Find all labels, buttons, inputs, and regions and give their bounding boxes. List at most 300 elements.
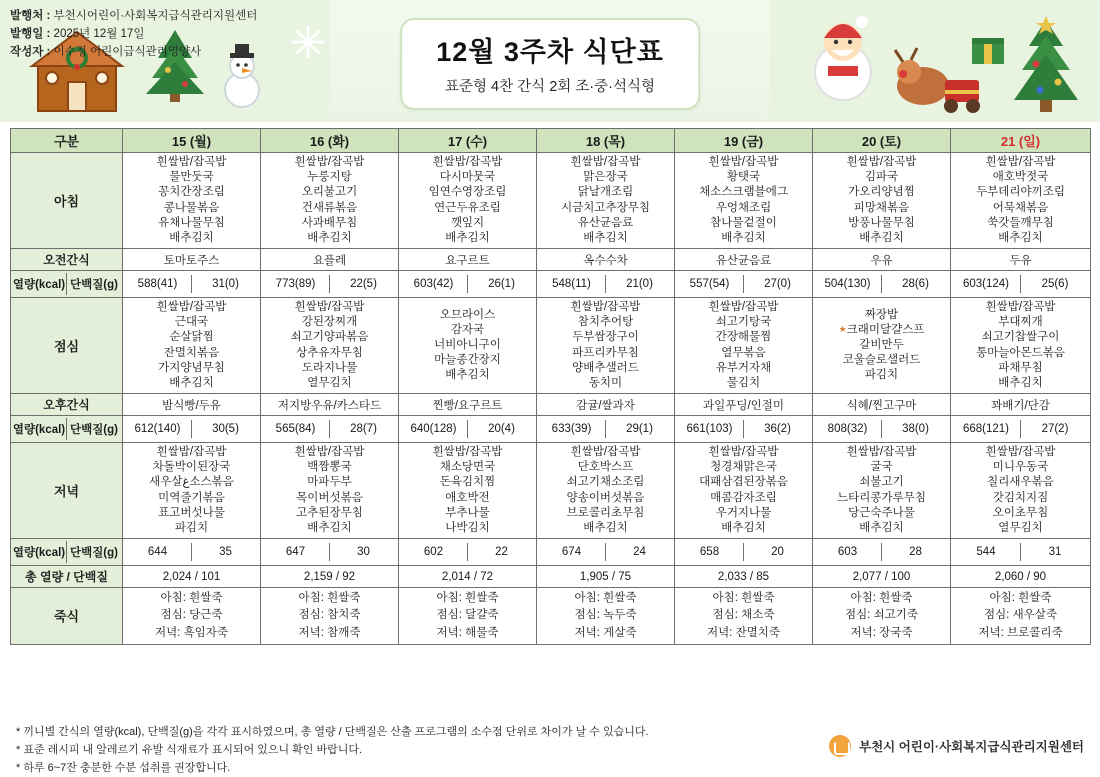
protein-value: 31 (1048, 546, 1062, 559)
am-kcal-day-4 (537, 271, 675, 298)
menu-item: 가오리양념찜 (848, 186, 915, 199)
dinner-kcal-day-1 (123, 539, 261, 566)
am-snack-day-6: 우유 (813, 249, 951, 271)
dinner-kcal-day-5 (675, 539, 813, 566)
porridge-item: 아침: 흰쌀죽 (989, 592, 1052, 605)
menu-item: 잔멸치볶음 (163, 346, 220, 359)
menu-item: 어묵채볶음 (992, 201, 1049, 214)
menu-table (10, 128, 1091, 645)
menu-item: 흰쌀밥/잡곡밥 (570, 446, 641, 459)
menu-item: 흰쌀밥/잡곡밥 (985, 156, 1056, 168)
porridge-item: 점심: 당근죽 (160, 609, 223, 622)
footnote-3: * 하루 6~7잔 충분한 수분 섭취를 권장합니다. (16, 762, 231, 775)
porridge-day-3 (399, 588, 537, 645)
am-kcal-day-3 (399, 271, 537, 298)
menu-item: 흰쌀밥/잡곡밥 (570, 156, 641, 168)
protein-value: 28(7) (350, 423, 377, 436)
menu-item: 콩나물볶음 (163, 201, 220, 214)
menu-item: 배추김치 (445, 369, 490, 382)
porridge-item: 점심: 참치죽 (298, 609, 361, 622)
menu-item: 애호박전 (445, 491, 490, 504)
kcal-label: 열량(kcal) (12, 418, 67, 440)
menu-item: 누룽지탕 (307, 171, 352, 184)
footnote-1: * 끼니별 간식의 열량(kcal), 단백질(g)을 각각 표시하였으며, 총 열량 / 단백질은 산출 프로그램의 소수점 단위로 차이가 날 수 있습니다. (16, 726, 649, 738)
protein-value: 26(1) (488, 278, 515, 291)
menu-item: 흰쌀밥/잡곡밥 (156, 446, 227, 459)
menu-item: 표고버섯나물 (158, 506, 225, 519)
kcal-value: 647 (262, 543, 330, 561)
kcal-value: 602 (400, 543, 468, 561)
protein-label: 단백질(g) (69, 424, 118, 437)
kcal-label: 열량(kcal) (12, 541, 67, 563)
table-row-total (11, 566, 1091, 588)
menu-item: 동치미 (588, 376, 623, 389)
menu-item: 흰쌀밥/잡곡밥 (432, 446, 503, 459)
dinner-day-3 (399, 443, 537, 539)
porridge-item: 아침: 흰쌀죽 (712, 592, 775, 605)
kcal-value: 548(11) (538, 275, 606, 293)
title-box (400, 18, 700, 110)
menu-item: 흰쌀밥/잡곡밥 (294, 301, 365, 314)
row-label-kcal-protein-dinner (11, 539, 123, 566)
protein-value: 36(2) (764, 423, 791, 436)
menu-item: 배추김치 (169, 231, 214, 244)
porridge-item: 점심: 쇠고기죽 (844, 609, 919, 622)
column-header-day-2: 16 (화) (261, 129, 399, 153)
protein-value: 28 (909, 546, 922, 559)
protein-value: 30(5) (212, 423, 239, 436)
menu-item: 깻잎지 (450, 216, 485, 229)
porridge-item: 저녁: 장국죽 (850, 626, 913, 639)
porridge-item: 점심: 채소죽 (712, 609, 775, 622)
kcal-value: 588(41) (124, 275, 192, 293)
am-snack-day-4: 옥수수차 (537, 249, 675, 271)
menu-item: 순살닭찜 (169, 331, 214, 344)
dinner-kcal-day-6 (813, 539, 951, 566)
menu-item: 흰쌀밥/잡곡밥 (294, 156, 365, 168)
menu-item: 부추나물 (445, 506, 490, 519)
menu-item: 쑥갓들깨무침 (987, 216, 1054, 229)
menu-item: 부대찌개 (998, 316, 1043, 329)
menu-item: 오이초무침 (992, 506, 1049, 519)
column-header-day-5: 19 (금) (675, 129, 813, 153)
kcal-label: 열량(kcal) (12, 273, 67, 295)
menu-item: 배추김치 (307, 521, 352, 534)
page-footer (0, 715, 1100, 777)
table-row-porridge (11, 588, 1091, 645)
pm-kcal-day-7 (951, 416, 1091, 443)
porridge-day-5 (675, 588, 813, 645)
issue-line-publisher (10, 8, 257, 26)
porridge-day-7 (951, 588, 1091, 645)
menu-item: 매콤감자조림 (710, 491, 777, 504)
menu-item: 연근두유조림 (434, 201, 501, 214)
table-header-row (11, 129, 1091, 153)
pm-snack-day-7: 꽈배기/단감 (951, 394, 1091, 416)
menu-item: 오리불고기 (301, 186, 358, 199)
pm-kcal-day-5 (675, 416, 813, 443)
porridge-day-6 (813, 588, 951, 645)
menu-item: 쇠고기탕국 (715, 316, 772, 329)
menu-item: 닭날개조림 (577, 186, 634, 199)
page-subtitle: 표준형 4찬 간식 2회 조·중·석식형 (445, 79, 655, 95)
protein-value: 31(0) (212, 278, 239, 291)
column-header-day-6: 20 (토) (813, 129, 951, 153)
menu-item: 대패삼겹된장볶음 (699, 476, 788, 489)
brand-block (829, 735, 1084, 757)
menu-item: 열무김치 (998, 521, 1043, 534)
am-snack-day-3: 요구르트 (399, 249, 537, 271)
porridge-item: 저녁: 해물죽 (436, 626, 499, 639)
breakfast-day-3 (399, 153, 537, 249)
kcal-value: 612(140) (124, 420, 192, 438)
menu-item: 김파국 (864, 171, 899, 184)
protein-value: 22 (495, 546, 508, 559)
row-label-kcal-protein-am (11, 271, 123, 298)
kcal-value: 640(128) (400, 420, 468, 438)
menu-item: 너비아니구이 (434, 338, 501, 351)
menu-item: 유산균음료 (577, 216, 634, 229)
porridge-item: 아침: 흰쌀죽 (436, 592, 499, 605)
menu-item: 흰쌀밥/잡곡밥 (708, 156, 779, 168)
menu-item: 흰쌀밥/잡곡밥 (708, 301, 779, 314)
kcal-value: 658 (676, 543, 744, 561)
menu-item: 피망채볶음 (853, 201, 910, 214)
dinner-day-5 (675, 443, 813, 539)
menu-item: 두부데리야끼조림 (976, 186, 1065, 199)
menu-item: 흰쌀밥/잡곡밥 (846, 446, 917, 459)
menu-item: 흰쌀밥/잡곡밥 (985, 446, 1056, 459)
menu-table-wrap (0, 122, 1100, 645)
row-label-pm-snack: 오후간식 (11, 394, 123, 416)
am-snack-day-1: 토마토주스 (123, 249, 261, 271)
dinner-day-2 (261, 443, 399, 539)
row-label-breakfast: 아침 (11, 153, 123, 249)
menu-item: 상추유자무침 (296, 346, 363, 359)
menu-item: 열무볶음 (721, 346, 766, 359)
footnote-2: * 표준 레시피 내 알레르기 유발 식재료가 표시되어 있으니 확인 바랍니다. (16, 744, 363, 757)
menu-item: 다시마뭇국 (439, 171, 496, 184)
issue-line-author (10, 44, 257, 62)
new-badge-icon: ★ (838, 323, 847, 334)
porridge-item: 저녁: 브로콜리죽 (978, 626, 1063, 639)
pm-snack-day-6: 식혜/찐고구마 (813, 394, 951, 416)
menu-item: 배추김치 (721, 231, 766, 244)
table-row-dinner-kcal (11, 539, 1091, 566)
decorated-tree-icon (1006, 16, 1086, 116)
menu-item: 배추김치 (307, 231, 352, 244)
pm-kcal-day-6 (813, 416, 951, 443)
kcal-value: 674 (538, 543, 606, 561)
menu-item: 임연수영장조림 (428, 186, 507, 199)
menu-item: 배추김치 (169, 376, 214, 389)
page-title: 12월 3주차 식단표 (436, 37, 664, 67)
total-day-5: 2,033 / 85 (675, 566, 813, 588)
menu-item: 코울슬로샐러드 (842, 354, 921, 367)
porridge-item: 저녁: 게살죽 (574, 626, 637, 639)
menu-item: 참치추어탕 (577, 316, 634, 329)
menu-item: 배추김치 (445, 231, 490, 244)
am-kcal-day-6 (813, 271, 951, 298)
menu-item: 새우살غ소스볶음 (149, 476, 234, 489)
total-day-6: 2,077 / 100 (813, 566, 951, 588)
issue-info (10, 8, 257, 61)
table-row-lunch (11, 298, 1091, 394)
porridge-item: 저녁: 참깨죽 (298, 626, 361, 639)
menu-item: 마늘종간장지 (434, 354, 501, 367)
menu-item: 파김치 (174, 521, 209, 534)
total-day-2: 2,159 / 92 (261, 566, 399, 588)
menu-item: 짜장밥 (864, 308, 899, 321)
row-label-dinner: 저녁 (11, 443, 123, 539)
menu-item: 파김치 (864, 369, 899, 382)
issue-value-publisher: 부천시어린이·사회복지급식관리지원센터 (53, 10, 258, 22)
pm-snack-day-1: 밤식빵/두유 (123, 394, 261, 416)
protein-value: 21(0) (626, 278, 653, 291)
menu-item: 미역줄기볶음 (158, 491, 225, 504)
porridge-item: 아침: 흰쌀죽 (298, 592, 361, 605)
menu-item: 느타리콩가루무침 (837, 491, 926, 504)
kcal-value: 565(84) (262, 420, 330, 438)
menu-item: 갈비만두 (859, 338, 904, 351)
menu-item: 흰쌀밥/잡곡밥 (985, 301, 1056, 314)
total-day-4: 1,905 / 75 (537, 566, 675, 588)
menu-item: 간장해물찜 (715, 331, 772, 344)
menu-item: 배추김치 (583, 521, 628, 534)
menu-item: 흰쌀밥/잡곡밥 (708, 446, 779, 459)
menu-item: 황탯국 (726, 171, 761, 184)
am-kcal-day-7 (951, 271, 1091, 298)
pm-snack-day-4: 감귤/쌀과자 (537, 394, 675, 416)
row-label-am-snack: 오전간식 (11, 249, 123, 271)
lunch-day-3 (399, 298, 537, 394)
am-snack-day-2: 요플레 (261, 249, 399, 271)
am-kcal-day-2 (261, 271, 399, 298)
menu-item: 칠리새우볶음 (987, 476, 1054, 489)
porridge-item: 저녁: 잔멸치죽 (706, 626, 781, 639)
dinner-kcal-day-7 (951, 539, 1091, 566)
dinner-day-6 (813, 443, 951, 539)
dinner-day-1 (123, 443, 261, 539)
menu-item: 근대국 (174, 316, 209, 329)
breakfast-day-7 (951, 153, 1091, 249)
menu-item: 물김치 (726, 376, 761, 389)
pm-kcal-day-4 (537, 416, 675, 443)
issue-label-publisher: 발행처 : (10, 10, 54, 22)
menu-item: 두부쌈장구이 (572, 331, 639, 344)
breakfast-day-4 (537, 153, 675, 249)
menu-item: 파프리카무침 (572, 346, 639, 359)
protein-value: 20(4) (488, 423, 515, 436)
menu-item: 흰쌀밥/잡곡밥 (570, 301, 641, 314)
protein-value: 35 (219, 546, 232, 559)
lunch-day-7 (951, 298, 1091, 394)
menu-item: 목이버섯볶음 (296, 491, 363, 504)
pm-snack-day-3: 찐빵/요구르트 (399, 394, 537, 416)
menu-item: 가지양념무침 (158, 361, 225, 374)
porridge-item: 아침: 흰쌀죽 (160, 592, 223, 605)
protein-label: 단백질(g) (69, 279, 118, 292)
lunch-day-5 (675, 298, 813, 394)
breakfast-day-2 (261, 153, 399, 249)
menu-item: 굴국 (870, 461, 893, 474)
protein-label: 단백질(g) (69, 547, 118, 560)
kcal-value: 504(130) (814, 275, 882, 293)
menu-item: 청경채맑은국 (710, 461, 777, 474)
menu-item: 맑은장국 (583, 171, 628, 184)
row-label-lunch: 점심 (11, 298, 123, 394)
breakfast-day-6 (813, 153, 951, 249)
menu-item: 열무김치 (307, 376, 352, 389)
porridge-day-2 (261, 588, 399, 645)
kcal-value: 557(54) (676, 275, 744, 293)
column-header-day-3: 17 (수) (399, 129, 537, 153)
kcal-value: 603 (814, 543, 882, 561)
am-snack-day-5: 유산균음료 (675, 249, 813, 271)
table-row-am-snack (11, 249, 1091, 271)
table-row-pm-kcal (11, 416, 1091, 443)
menu-item: 오므라이스 (439, 308, 496, 321)
issue-value-author: 이수정 어린이급식관리영양사 (53, 45, 202, 58)
pm-snack-day-5: 과일푸딩/인절미 (675, 394, 813, 416)
row-label-total: 총 열량 / 단백질 (11, 566, 123, 588)
menu-item: 배추김치 (583, 231, 628, 244)
dinner-kcal-day-2 (261, 539, 399, 566)
total-day-7: 2,060 / 90 (951, 566, 1091, 588)
menu-item: 물만둣국 (169, 171, 214, 184)
kcal-value: 808(32) (814, 420, 882, 438)
menu-item: 사과배무침 (301, 216, 358, 229)
menu-item: 쇠불고기 (859, 476, 904, 489)
menu-item: 쇠고기채소조림 (566, 476, 645, 489)
menu-item: 배추김치 (721, 521, 766, 534)
protein-value: 29(1) (626, 423, 653, 436)
kcal-value: 603(124) (952, 275, 1021, 293)
menu-item: 유부거자채 (715, 361, 772, 374)
lunch-day-2 (261, 298, 399, 394)
menu-item: 시금치고추장무침 (561, 201, 650, 214)
breakfast-day-5 (675, 153, 813, 249)
menu-item: 차돌박이된장국 (152, 461, 231, 474)
column-header-category: 구분 (11, 129, 123, 153)
column-header-day-4: 18 (목) (537, 129, 675, 153)
kcal-value: 644 (124, 543, 192, 561)
lunch-day-6 (813, 298, 951, 394)
table-row-pm-snack (11, 394, 1091, 416)
menu-item: 미니우동국 (992, 461, 1049, 474)
menu-item: 흰쌀밥/잡곡밥 (156, 156, 227, 168)
porridge-item: 아침: 흰쌀죽 (850, 592, 913, 605)
menu-item: 배추김치 (859, 521, 904, 534)
pm-kcal-day-2 (261, 416, 399, 443)
menu-item: 브로콜리초무침 (566, 506, 645, 519)
menu-item: 쇠고기찹쌀구이 (981, 331, 1060, 344)
menu-item: 고추된장무침 (296, 506, 363, 519)
menu-item: 채소당면국 (439, 461, 496, 474)
dinner-day-7 (951, 443, 1091, 539)
page-header (0, 0, 1100, 122)
center-logo-icon (829, 735, 851, 757)
menu-item: 양배추샐러드 (572, 361, 639, 374)
menu-item: 당근숙주나물 (848, 506, 915, 519)
menu-item: 강된장찌개 (301, 316, 358, 329)
am-kcal-day-1 (123, 271, 261, 298)
row-label-kcal-protein-pm (11, 416, 123, 443)
row-label-porridge: 죽식 (11, 588, 123, 645)
porridge-item: 점심: 달걀죽 (436, 609, 499, 622)
menu-item: 흰쌀밥/잡곡밥 (846, 156, 917, 168)
protein-value: 38(0) (902, 423, 929, 436)
dinner-day-4 (537, 443, 675, 539)
breakfast-day-1 (123, 153, 261, 249)
menu-item: 양송이버섯볶음 (566, 491, 645, 504)
column-header-day-7: 21 (일) (951, 129, 1091, 153)
menu-item: 돈육김치찜 (439, 476, 496, 489)
kcal-value: 661(103) (676, 420, 744, 438)
issue-value-date: 2025년 12월 17일 (53, 27, 145, 40)
dinner-kcal-day-3 (399, 539, 537, 566)
menu-item: 유채나물무침 (158, 216, 225, 229)
santa-icon (798, 10, 888, 110)
menu-item: 건새류볶음 (301, 201, 358, 214)
protein-value: 22(5) (350, 278, 377, 291)
menu-item: 흰쌀밥/잡곡밥 (294, 446, 365, 459)
porridge-item: 점심: 새우살죽 (983, 609, 1058, 622)
porridge-item: 점심: 녹두죽 (574, 609, 637, 622)
total-day-3: 2,014 / 72 (399, 566, 537, 588)
protein-value: 24 (633, 546, 646, 559)
menu-item: 마파두부 (307, 476, 352, 489)
pm-kcal-day-1 (123, 416, 261, 443)
pm-kcal-day-3 (399, 416, 537, 443)
menu-item: 백짬뽕국 (307, 461, 352, 474)
dinner-kcal-day-4 (537, 539, 675, 566)
menu-item: 배추김치 (859, 231, 904, 244)
menu-item: 파채무침 (998, 361, 1043, 374)
kcal-value: 773(89) (262, 275, 330, 293)
table-row-dinner (11, 443, 1091, 539)
lunch-day-1 (123, 298, 261, 394)
protein-value: 25(6) (1041, 278, 1069, 291)
lunch-day-4 (537, 298, 675, 394)
am-snack-day-7: 두유 (951, 249, 1091, 271)
snowflake-icon (290, 24, 326, 60)
gift-icon (968, 30, 1008, 66)
protein-value: 28(6) (902, 278, 929, 291)
porridge-item: 저녁: 흑임자죽 (154, 626, 229, 639)
menu-item: 흰쌀밥/잡곡밥 (432, 156, 503, 168)
kcal-value: 603(42) (400, 275, 468, 293)
menu-item: 단호박스프 (577, 461, 634, 474)
protein-value: 27(2) (1041, 423, 1069, 436)
menu-item: 애호박젓국 (992, 171, 1049, 184)
table-row-am-kcal (11, 271, 1091, 298)
menu-item: 나박김치 (445, 521, 490, 534)
menu-item: 꽁치간장조림 (158, 186, 225, 199)
pm-snack-day-2: 저지방우유/카스타드 (261, 394, 399, 416)
kcal-value: 668(121) (952, 420, 1021, 438)
menu-item: 배추김치 (998, 376, 1043, 389)
issue-label-date: 발행일 : (10, 27, 54, 40)
menu-item: 우엉채조림 (715, 201, 772, 214)
protein-value: 30 (357, 546, 370, 559)
table-row-breakfast (11, 153, 1091, 249)
menu-item: 배추김치 (998, 231, 1043, 244)
menu-item: 크래미달걀스프 (846, 323, 925, 336)
porridge-day-1 (123, 588, 261, 645)
protein-value: 20 (771, 546, 784, 559)
menu-item: 참나물겉절이 (710, 216, 777, 229)
